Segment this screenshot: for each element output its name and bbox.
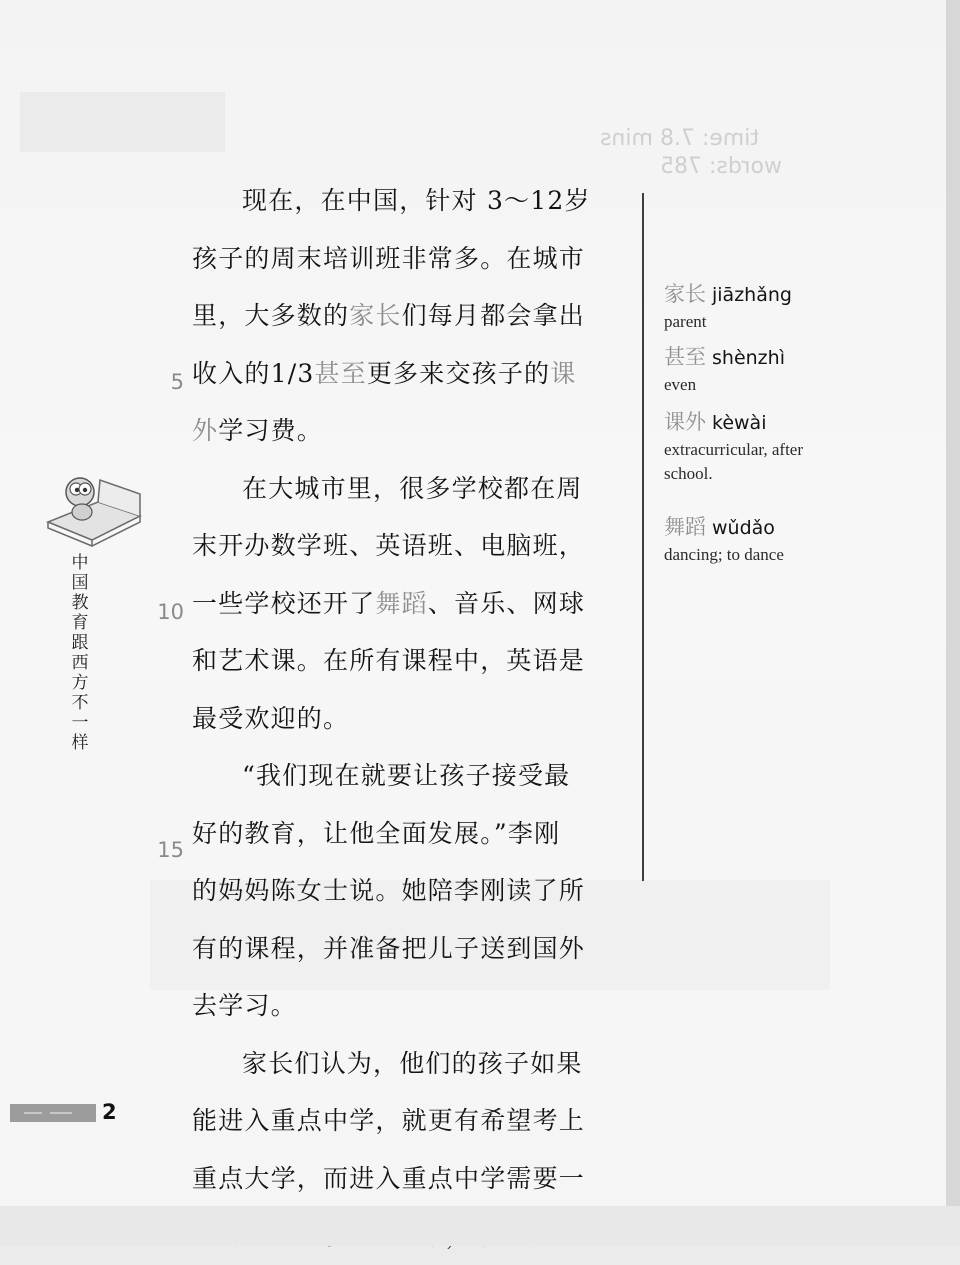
passage-text: 学习费。 <box>218 416 324 445</box>
line-number: 5 <box>170 370 184 394</box>
passage-text: 末开办数学班、英语班、电脑班， <box>192 531 586 560</box>
passage-text: 在大城市里，很多学校都在周 <box>242 473 583 503</box>
scan-edge <box>946 0 960 1246</box>
vocab-word: 家长 <box>349 301 402 330</box>
bleed-through-text: time: 7.8 mins <box>600 126 760 151</box>
passage-line <box>192 632 622 690</box>
passage-text: 有的课程，并准备把儿子送到国外 <box>192 933 586 963</box>
glossary-hanzi: 课外 <box>664 410 706 434</box>
passage-line <box>192 977 622 1035</box>
passage-line <box>192 287 622 345</box>
passage-line <box>192 1092 622 1150</box>
passage-text: 们每月都会拿出 <box>401 301 586 330</box>
passage-text: 的妈妈陈女士说。她陪李刚读了所 <box>192 876 586 905</box>
glossary-hanzi: 家长 <box>664 282 706 306</box>
passage-line <box>192 690 622 748</box>
glossary-pinyin: shènzhì <box>712 347 785 369</box>
passage-text: 家长们认为，他们的孩子如果 <box>242 1048 583 1078</box>
side-title-char: 西 <box>71 653 89 673</box>
passage-text: 和艺术课。在所有课程中，英语是 <box>192 646 586 675</box>
passage-line <box>192 1035 622 1093</box>
passage-text: 里，大多数的 <box>192 301 350 330</box>
passage-line <box>192 920 622 978</box>
line-number: 15 <box>157 838 184 862</box>
side-title-char: 不 <box>71 693 89 713</box>
glossary-hanzi: 甚至 <box>664 345 706 369</box>
side-title-char: 国 <box>71 573 89 593</box>
passage-text: 更多来交孩子的 <box>366 358 551 388</box>
glossary-pinyin: kèwài <box>712 412 767 434</box>
passage-line <box>192 1150 622 1208</box>
passage-text: 、音乐、网球 <box>427 588 586 618</box>
passage-line <box>192 517 622 575</box>
vocab-word: 甚至 <box>314 358 367 388</box>
passage-line <box>192 805 622 863</box>
passage-line <box>192 172 622 230</box>
glossary-pinyin: wǔdǎo <box>712 517 775 539</box>
glossary-entry <box>664 281 864 334</box>
chapter-side-title <box>70 553 90 753</box>
passage-line <box>192 862 622 920</box>
reading-mascot-icon <box>42 462 146 548</box>
glossary-entry <box>664 409 844 486</box>
column-divider <box>642 193 644 881</box>
bleed-through-shade <box>20 92 225 152</box>
passage-line <box>192 402 622 460</box>
reading-passage <box>192 172 622 1265</box>
glossary-definition: parent <box>664 312 707 331</box>
passage-text: 最受欢迎的。 <box>192 703 350 733</box>
vocab-word: 课 <box>550 358 577 388</box>
scan-edge <box>0 1206 960 1246</box>
passage-text: 现在，在中国，针对 3～12岁 <box>242 186 591 215</box>
passage-text: 孩子的周末培训班非常多。在城市 <box>192 243 586 273</box>
passage-text: 好的教育，让他全面发展。”李刚 <box>192 818 561 848</box>
passage-line <box>192 345 622 403</box>
bleed-through-text: words: 785 <box>660 154 782 179</box>
glossary-pinyin: jiāzhǎng <box>712 284 792 306</box>
passage-text: 一些学校还开了 <box>192 588 376 618</box>
line-number: 10 <box>157 600 184 624</box>
passage-text: 收入的1/3 <box>192 358 315 388</box>
side-title-char: 一 <box>71 713 89 733</box>
side-title-char: 教 <box>71 593 89 613</box>
vocab-word: 外 <box>192 416 219 445</box>
passage-text: “我们现在就要让孩子接受最 <box>242 761 571 790</box>
passage-text: 去学习。 <box>192 991 297 1020</box>
side-title-char: 中 <box>71 553 89 573</box>
glossary-entry <box>664 344 864 397</box>
vocab-word: 舞蹈 <box>375 588 428 618</box>
glossary-entry <box>664 514 864 567</box>
side-title-char: 跟 <box>71 633 89 653</box>
passage-text: 重点大学，而进入重点中学需要一 <box>192 1163 586 1193</box>
passage-line <box>192 747 622 805</box>
glossary-definition: dancing; to dance <box>664 545 784 564</box>
page-number-bar <box>10 1104 96 1122</box>
glossary-definition: even <box>664 375 697 394</box>
side-title-char: 样 <box>71 733 89 753</box>
passage-line <box>192 230 622 288</box>
page-number: 2 <box>102 1100 117 1124</box>
glossary-definition: extracurricular, after school. <box>664 440 803 483</box>
side-title-char: 育 <box>71 613 89 633</box>
passage-text: 能进入重点中学，就更有希望考上 <box>192 1106 586 1135</box>
glossary-hanzi: 舞蹈 <box>664 515 706 539</box>
passage-line <box>192 460 622 518</box>
side-title-char: 方 <box>71 673 89 693</box>
passage-line <box>192 575 622 633</box>
